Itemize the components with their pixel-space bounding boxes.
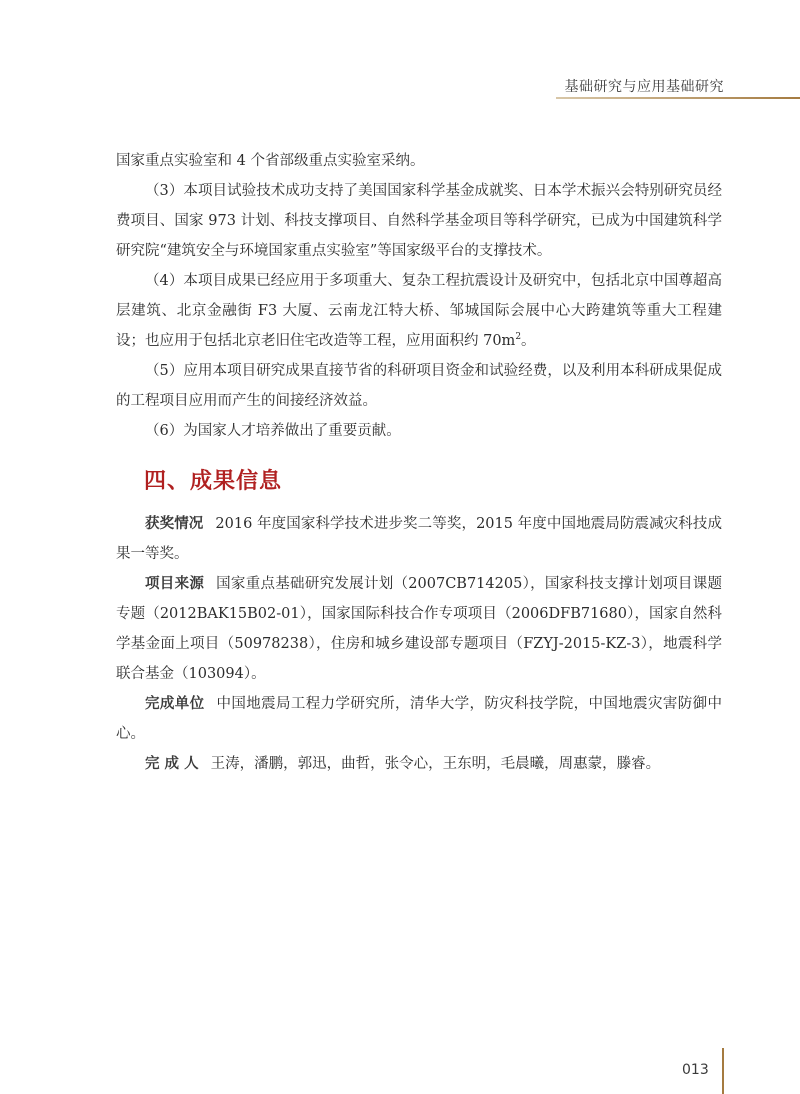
- page-content: [116, 146, 722, 779]
- paragraph-item-3: （3）本项目试验技术成功支持了美国国家科学基金成就奖、日本学术振兴会特别研究员经费项目、国家 973 计划、科技支撑项目、自然科学基金项目等科学研究，已成为中国建筑科学研究院“建筑安全与环境国家重点实验室”等国家级平台的支撑技术。: [116, 183, 722, 259]
- info-value: 国家重点基础研究发展计划（2007CB714205），国家科技支撑计划项目课题专题（2012BAK15B02-01），国家国际科技合作专项项目（2006DFB71680），国家自然科学基金面上项目（50978238），住房和城乡建设部专题项目（FZYJ-2015-KZ-3），地震科学联合基金（103094）。: [116, 576, 722, 682]
- paragraph-continuation: 国家重点实验室和 4 个省部级重点实验室采纳。: [116, 153, 425, 169]
- info-project-source: [116, 569, 722, 689]
- area-unit-superscript: 2: [515, 332, 522, 343]
- info-institutions: [116, 689, 722, 749]
- paragraph-item-4: [116, 266, 722, 356]
- info-value: 中国地震局工程力学研究所，清华大学，防灾科技学院，中国地震灾害防御中心。: [116, 696, 722, 742]
- page-header: [0, 0, 800, 100]
- info-value: 2016 年度国家科学技术进步奖二等奖，2015 年度中国地震局防震减灾科技成果一等奖。: [116, 516, 723, 562]
- info-label: 完成单位: [145, 696, 205, 712]
- page-number: 013: [682, 1062, 709, 1078]
- info-label: 项目来源: [145, 576, 205, 592]
- section-title: 四、成果信息: [144, 469, 283, 494]
- running-header-title: 基础研究与应用基础研究: [564, 79, 724, 95]
- info-contributors: [116, 749, 722, 779]
- info-label: 获奖情况: [145, 516, 204, 532]
- footer-divider: [722, 1048, 724, 1094]
- info-value: 王涛，潘鹏，郭迅，曲哲，张令心，王东明，毛晨曦，周惠蒙，滕睿。: [210, 756, 661, 772]
- paragraph-item-4-text: （4）本项目成果已经应用于多项重大、复杂工程抗震设计及研究中，包括北京中国尊超高层建筑、北京金融街 F3 大厦、云南龙江特大桥、邹城国际会展中心大跨建筑等重大工程建设；也应用于包括北京老旧住宅改造等工程，应用面积约 70m: [116, 273, 722, 349]
- info-label: 完 成 人: [145, 756, 199, 772]
- paragraph-item-6: （6）为国家人才培养做出了重要贡献。: [145, 423, 401, 439]
- header-divider: [556, 97, 800, 99]
- paragraph-item-5: （5）应用本项目研究成果直接节省的科研项目资金和试验经费，以及利用本科研成果促成的工程项目应用而产生的间接经济效益。: [116, 363, 722, 409]
- info-awards: [116, 509, 722, 569]
- paragraph-item-4-tail: 。: [521, 333, 536, 349]
